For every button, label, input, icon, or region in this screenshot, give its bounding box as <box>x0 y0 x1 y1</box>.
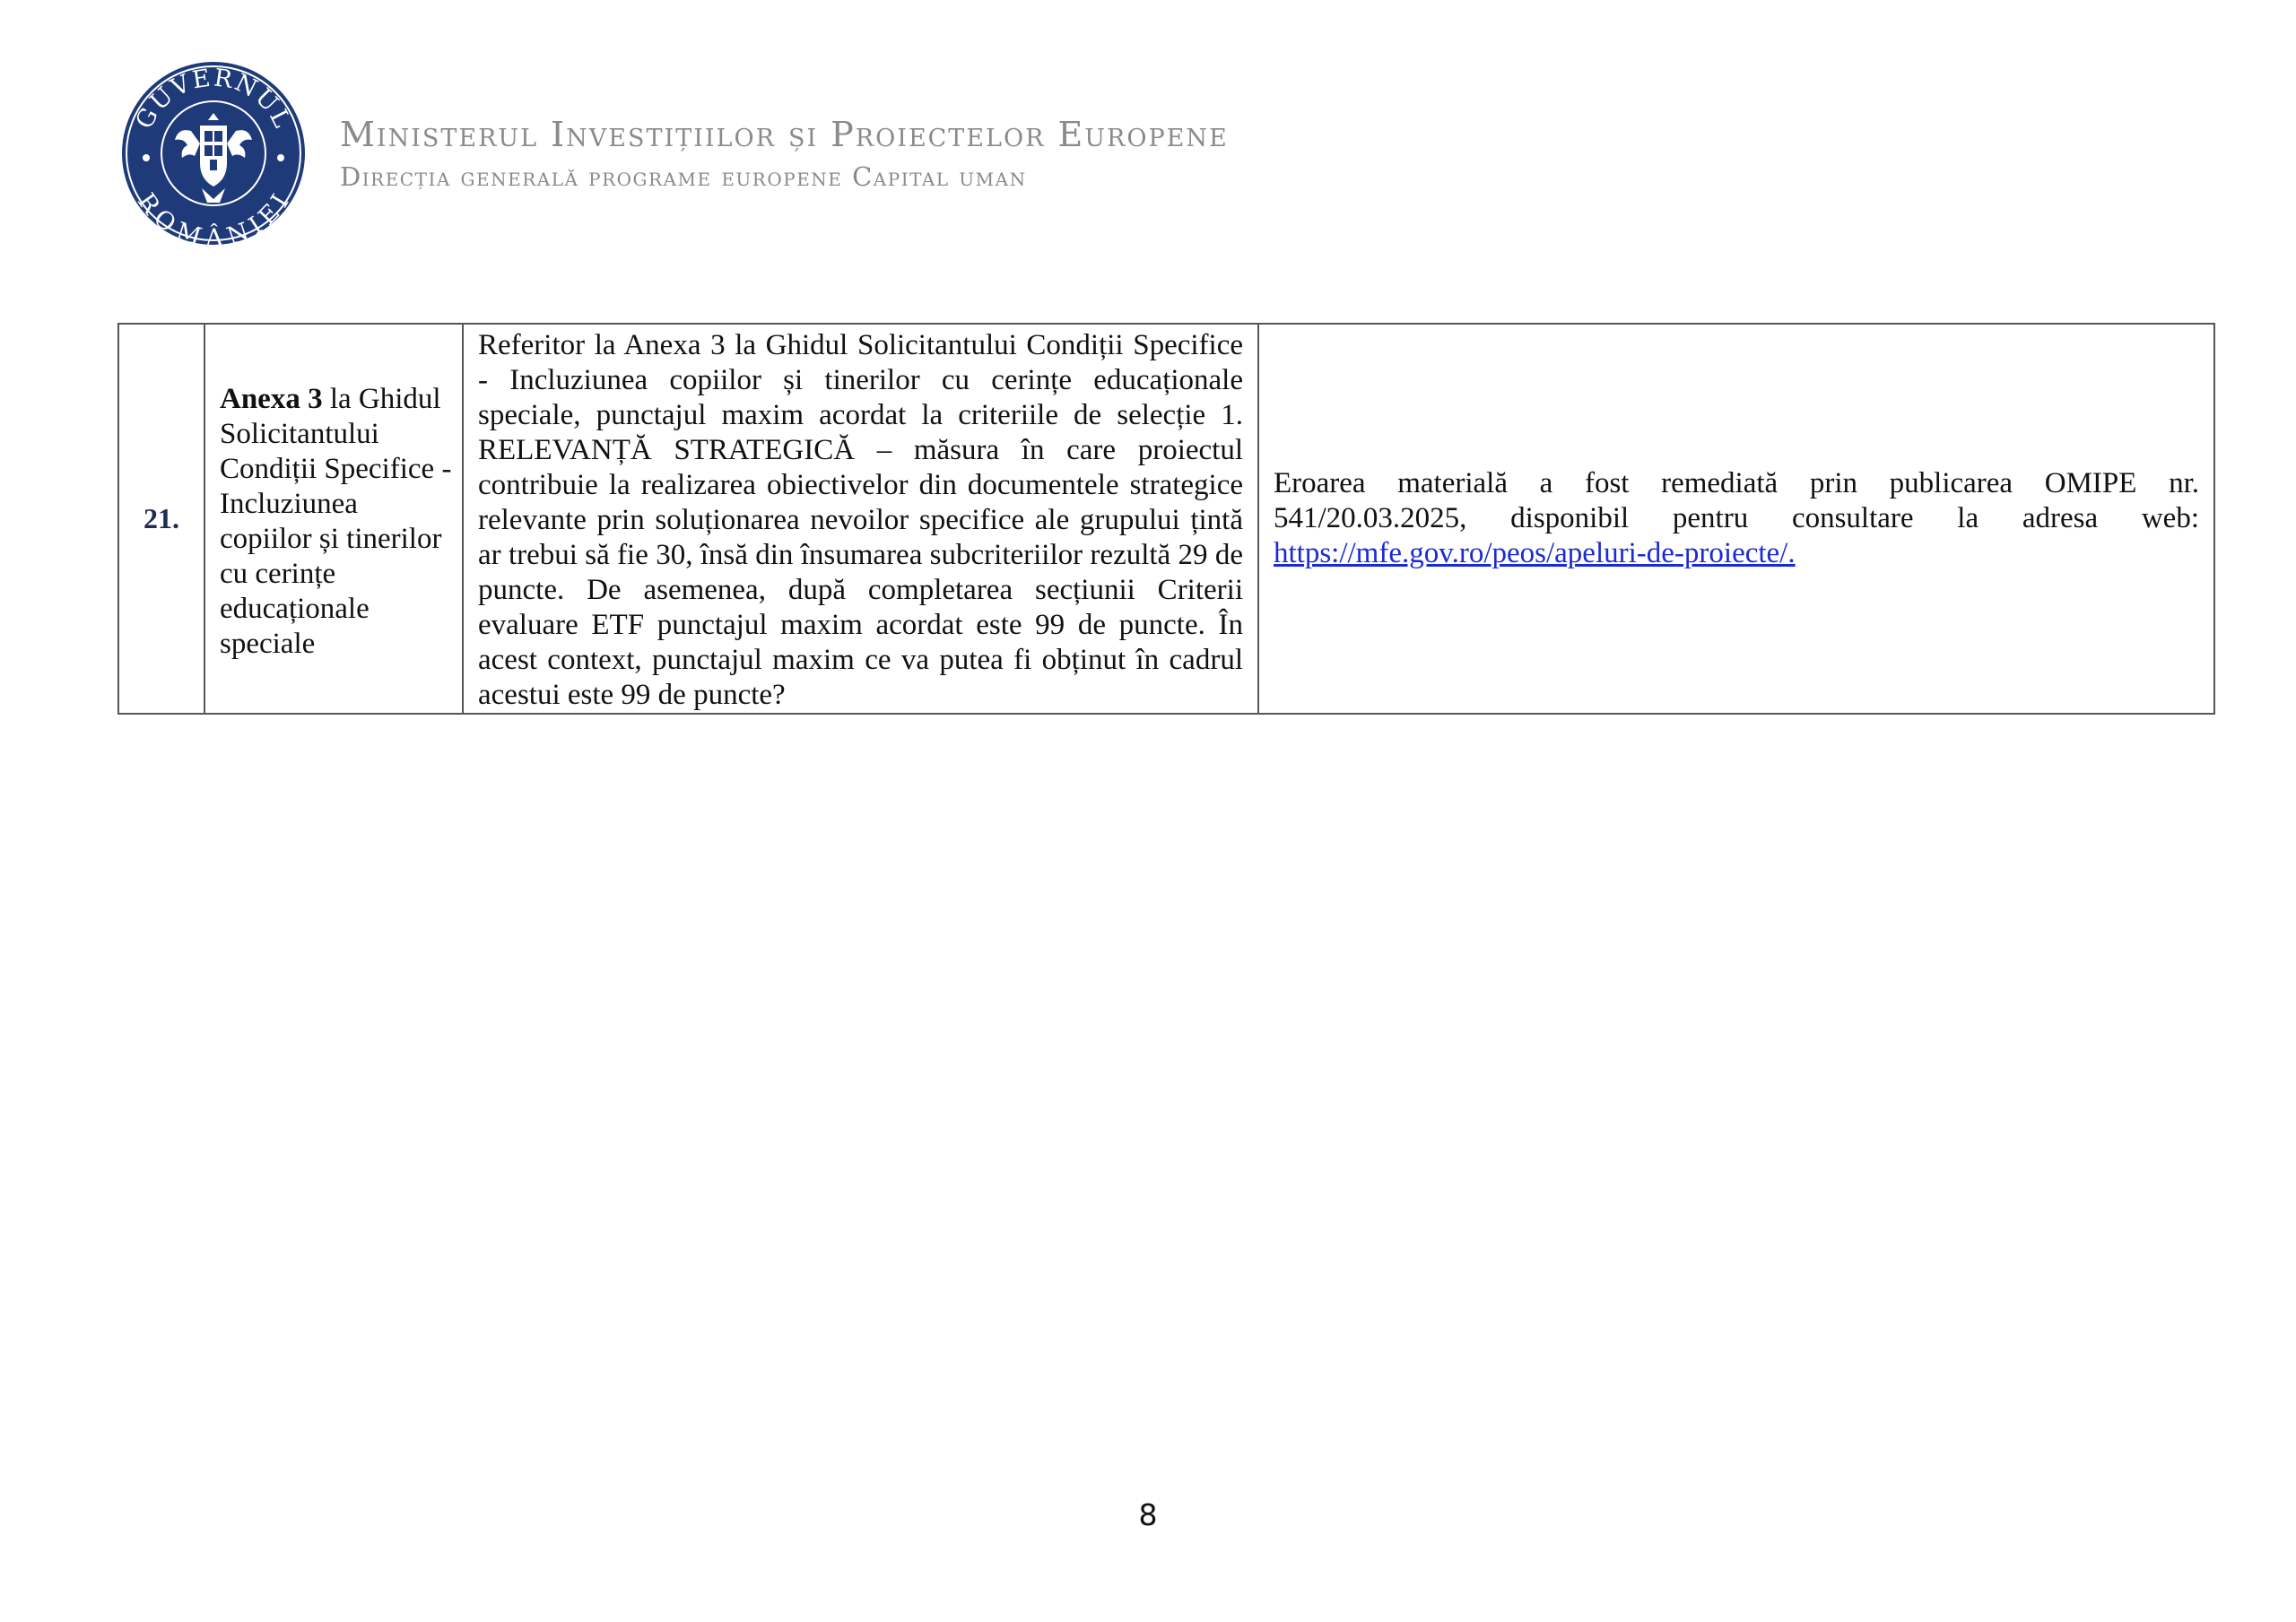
table-row <box>118 324 2214 714</box>
document-reference-cell <box>204 324 463 714</box>
document-reference-text: la Ghidul Solicitantului Condiții Specifice - Incluziunea copiilor și tinerilor cu cerințe educaționale speciale <box>220 382 452 660</box>
questions-table <box>117 323 2215 715</box>
document-header <box>119 59 1285 247</box>
answer-text: Eroarea materială a fost remediată prin publicarea OMIPE nr. 541/20.03.2025, disponibil pentru consultare la adresa web: <box>1274 467 2199 534</box>
ministry-title: Ministerul Investițiilor și Proiectelor Europene <box>340 115 1229 154</box>
seal-bottom-text: ROMÂNIEI <box>131 187 296 247</box>
answer-link[interactable]: https://mfe.gov.ro/peos/apeluri-de-proiecte/. <box>1274 537 1796 569</box>
document-reference-bold: Anexa 3 <box>220 382 323 415</box>
page-number: 8 <box>1138 1497 1158 1532</box>
government-seal-logo <box>119 59 308 247</box>
row-number: 21. <box>118 324 204 714</box>
seal-top-text: GUVERNUL <box>130 64 297 134</box>
answer-cell <box>1258 324 2214 714</box>
question-cell: Referitor la Anexa 3 la Ghidul Solicitantului Condiții Specifice - Incluziunea copiilor și tinerilor cu cerințe educaționale speciale, punctajul maxim acordat la criteriile de selecție 1. RELEVANȚĂ STRATEGICĂ – măsura în care proiectul contribuie la realizarea obiectivelor din documentele strategice relevante prin soluționarea nevoilor specifice ale grupului țintă ar trebui să fie 30, însă din însumarea subcriteriilor rezultă 29 de puncte. De asemenea, după completarea secțiunii Criterii evaluare ETF punctajul maxim acordat este 99 de puncte. În acest context, punctajul maxim ce va putea fi obținut în cadrul acestui este 99 de puncte? <box>463 324 1258 714</box>
directorate-subtitle: Direcția generală programe europene Capital uman <box>340 161 1027 192</box>
